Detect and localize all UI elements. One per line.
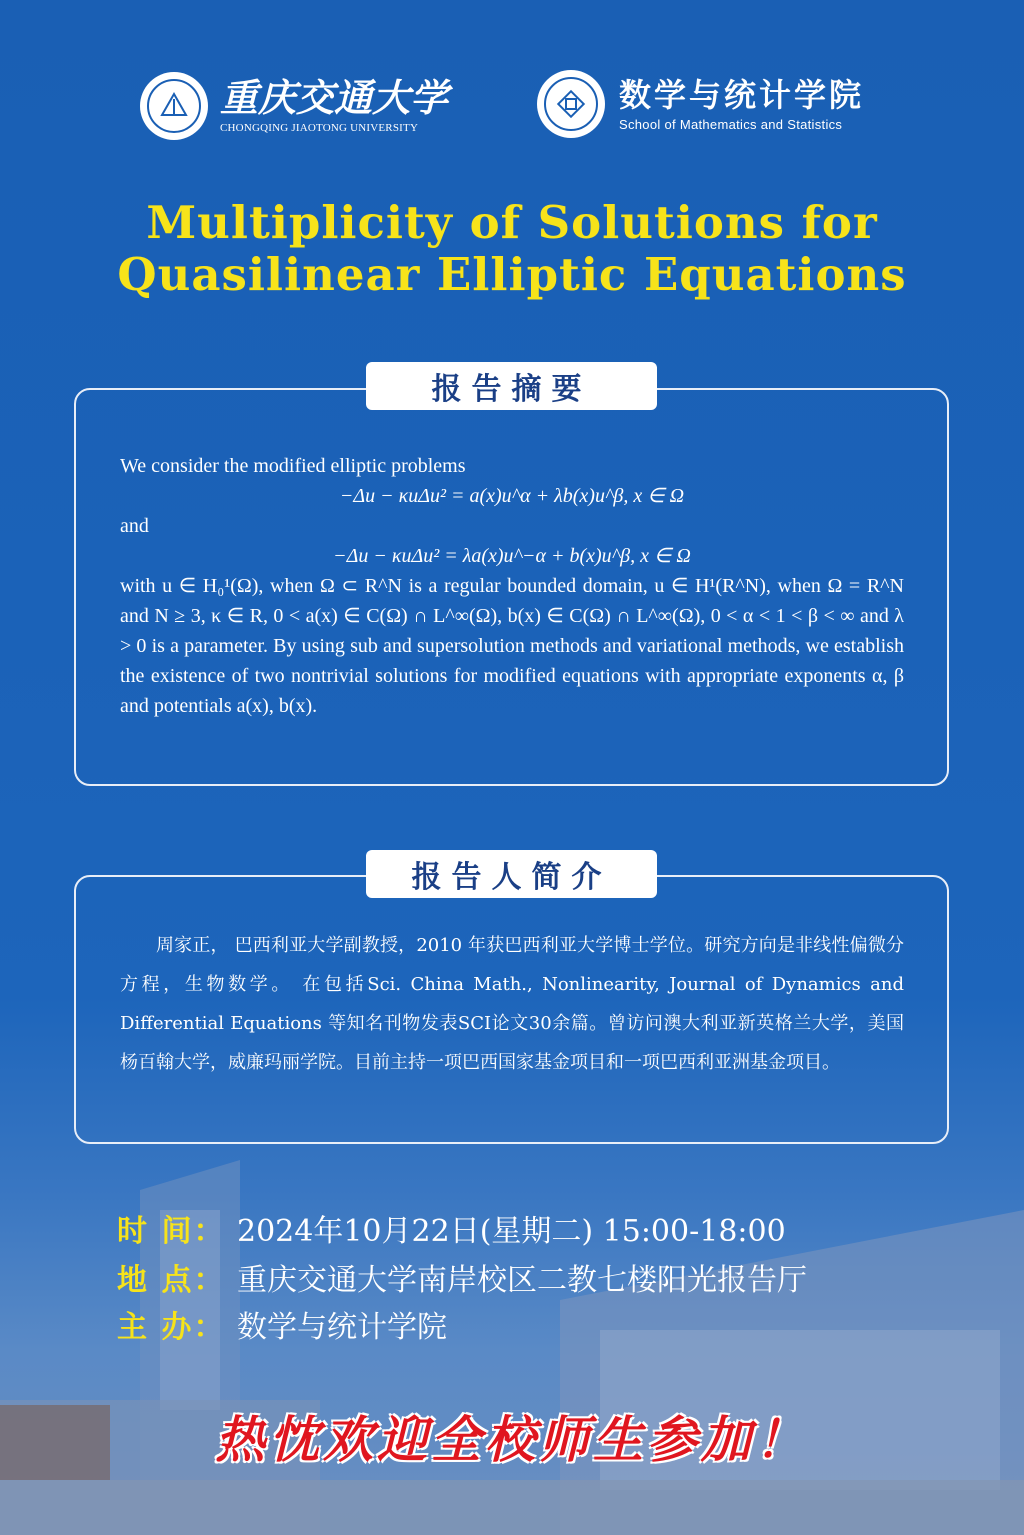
place-value: 重庆交通大学南岸校区二教七楼阳光报告厅 <box>237 1263 807 1298</box>
place-label: 地 点： <box>117 1263 226 1298</box>
abstract-heading: 报告摘要 <box>366 362 657 410</box>
equation-1: −Δu − κuΔu² = a(x)u^α + λb(x)u^β, x ∈ Ω <box>339 485 685 507</box>
host-value: 数学与统计学院 <box>237 1310 447 1345</box>
bio-text: 周家正， 巴西利亚大学副教授，2010 年获巴西利亚大学博士学位。研究方向是非线性偏微分方程，生物数学。 在包括Sci. China Math., Nonlinearity, Journal of Dynamics and Differential Equations 等知名刊物发表SCI论文30余篇。曾访问澳大利亚新英格兰大学，美国杨百翰大学，威廉玛丽学院。目前主持一项巴西国家基金项目和一项巴西利亚洲基金项目。 <box>120 935 904 1073</box>
university-logo-group <box>140 72 448 140</box>
university-name-en: CHONGQING JIAOTONG UNIVERSITY <box>220 122 419 134</box>
abstract-body <box>120 451 904 721</box>
welcome-banner: 热忱欢迎全校师生参加！ <box>215 1410 809 1469</box>
school-emblem-icon <box>537 70 605 138</box>
equation-2: −Δu − κuΔu² = λa(x)u^−α + b(x)u^β, x ∈ Ω <box>333 545 691 567</box>
poster-title-line-1: Multiplicity of Solutions for <box>146 196 878 249</box>
school-name-en: School of Mathematics and Statistics <box>619 116 843 132</box>
school-logo-group <box>537 70 864 138</box>
time-row <box>117 1206 786 1250</box>
time-value: 2024年10月22日(星期二) 15:00-18:00 <box>237 1214 786 1249</box>
poster-title-line-2: Quasilinear Elliptic Equations <box>117 248 907 301</box>
host-row <box>117 1302 447 1346</box>
bio-heading: 报告人简介 <box>366 850 657 898</box>
place-row <box>117 1255 807 1299</box>
abstract-paragraph: with u ∈ H₀¹(Ω), when Ω ⊂ R^N is a regular bounded domain, u ∈ H¹(R^N), when Ω = R^N and N ≥ 3, κ ∈ R, 0 < a(x) ∈ C(Ω) ∩ L^∞(Ω), b(x) ∈ C(Ω) ∩ L^∞(Ω), 0 < α < 1 < β < ∞ and λ > 0 is a parameter. By using sub and supersolution methods and variational methods, we establish the existence of two nontrivial solutions for modified equations with appropriate exponents α, β and potentials a(x), b(x). <box>120 575 904 717</box>
host-label: 主 办： <box>117 1310 226 1345</box>
university-emblem-icon <box>140 72 208 140</box>
abstract-intro: We consider the modified elliptic problems <box>120 455 466 477</box>
school-name-cn: 数学与统计学院 <box>619 75 865 114</box>
time-label: 时 间： <box>117 1214 226 1249</box>
university-name-cn: 重庆交通大学 <box>220 75 449 120</box>
abstract-and: and <box>120 515 149 537</box>
